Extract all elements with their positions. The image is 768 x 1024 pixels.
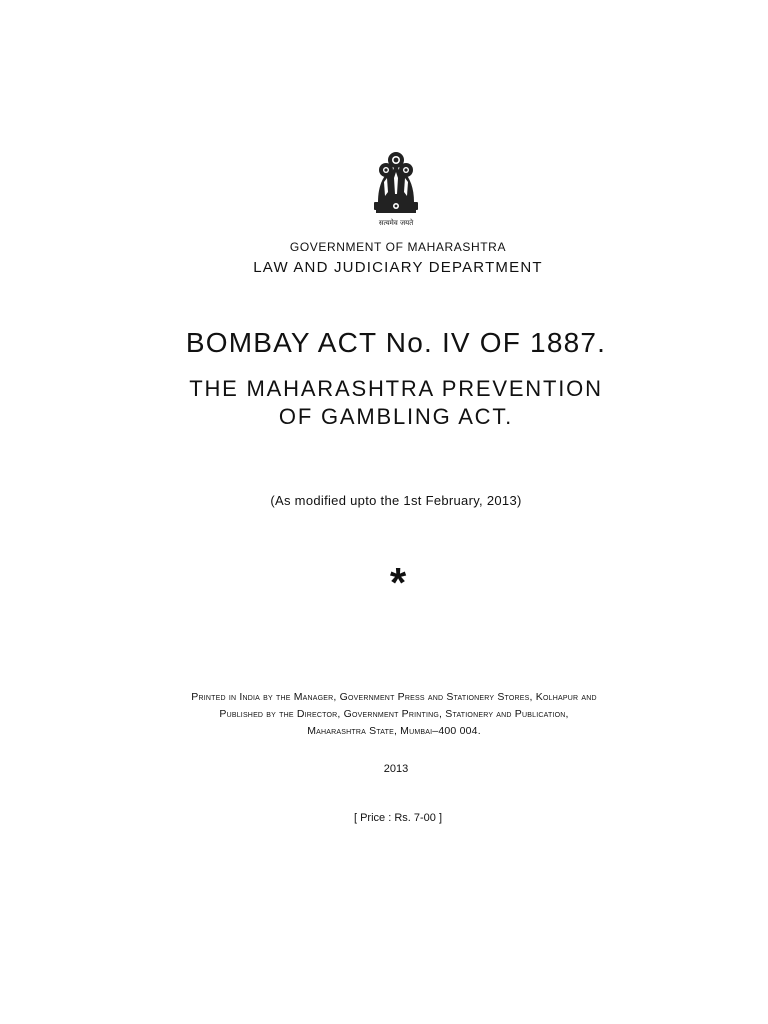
act-title (12, 375, 768, 431)
printer-line-2: Published by the Director, Government Printing, Stationery and Publication, (219, 708, 569, 720)
modification-note: (As modified upto the 1st February, 2013) (270, 493, 522, 508)
emblem-motto: सत्यमेव जयते (378, 219, 414, 227)
printer-line-3: Maharashtra State, Mumbai–400 004. (307, 725, 481, 737)
act-title-line-2: OF GAMBLING ACT. (278, 404, 514, 429)
department-name: LAW AND JUDICIARY DEPARTMENT (253, 259, 543, 276)
government-name: GOVERNMENT OF MAHARASHTRA (289, 240, 507, 254)
publication-year: 2013 (383, 763, 409, 775)
price-label: [ Price : Rs. 7-00 ] (353, 812, 443, 824)
separator-asterisk: * (389, 559, 407, 606)
printer-imprint (10, 689, 768, 740)
printer-line-1: Printed in India by the Manager, Government Press and Stationery Stores, Kolhapur and (191, 691, 597, 703)
act-title-line-1: THE MAHARASHTRA PREVENTION (189, 376, 603, 401)
national-emblem-icon (364, 148, 428, 230)
act-number: BOMBAY ACT No. IV OF 1887. (185, 327, 607, 358)
